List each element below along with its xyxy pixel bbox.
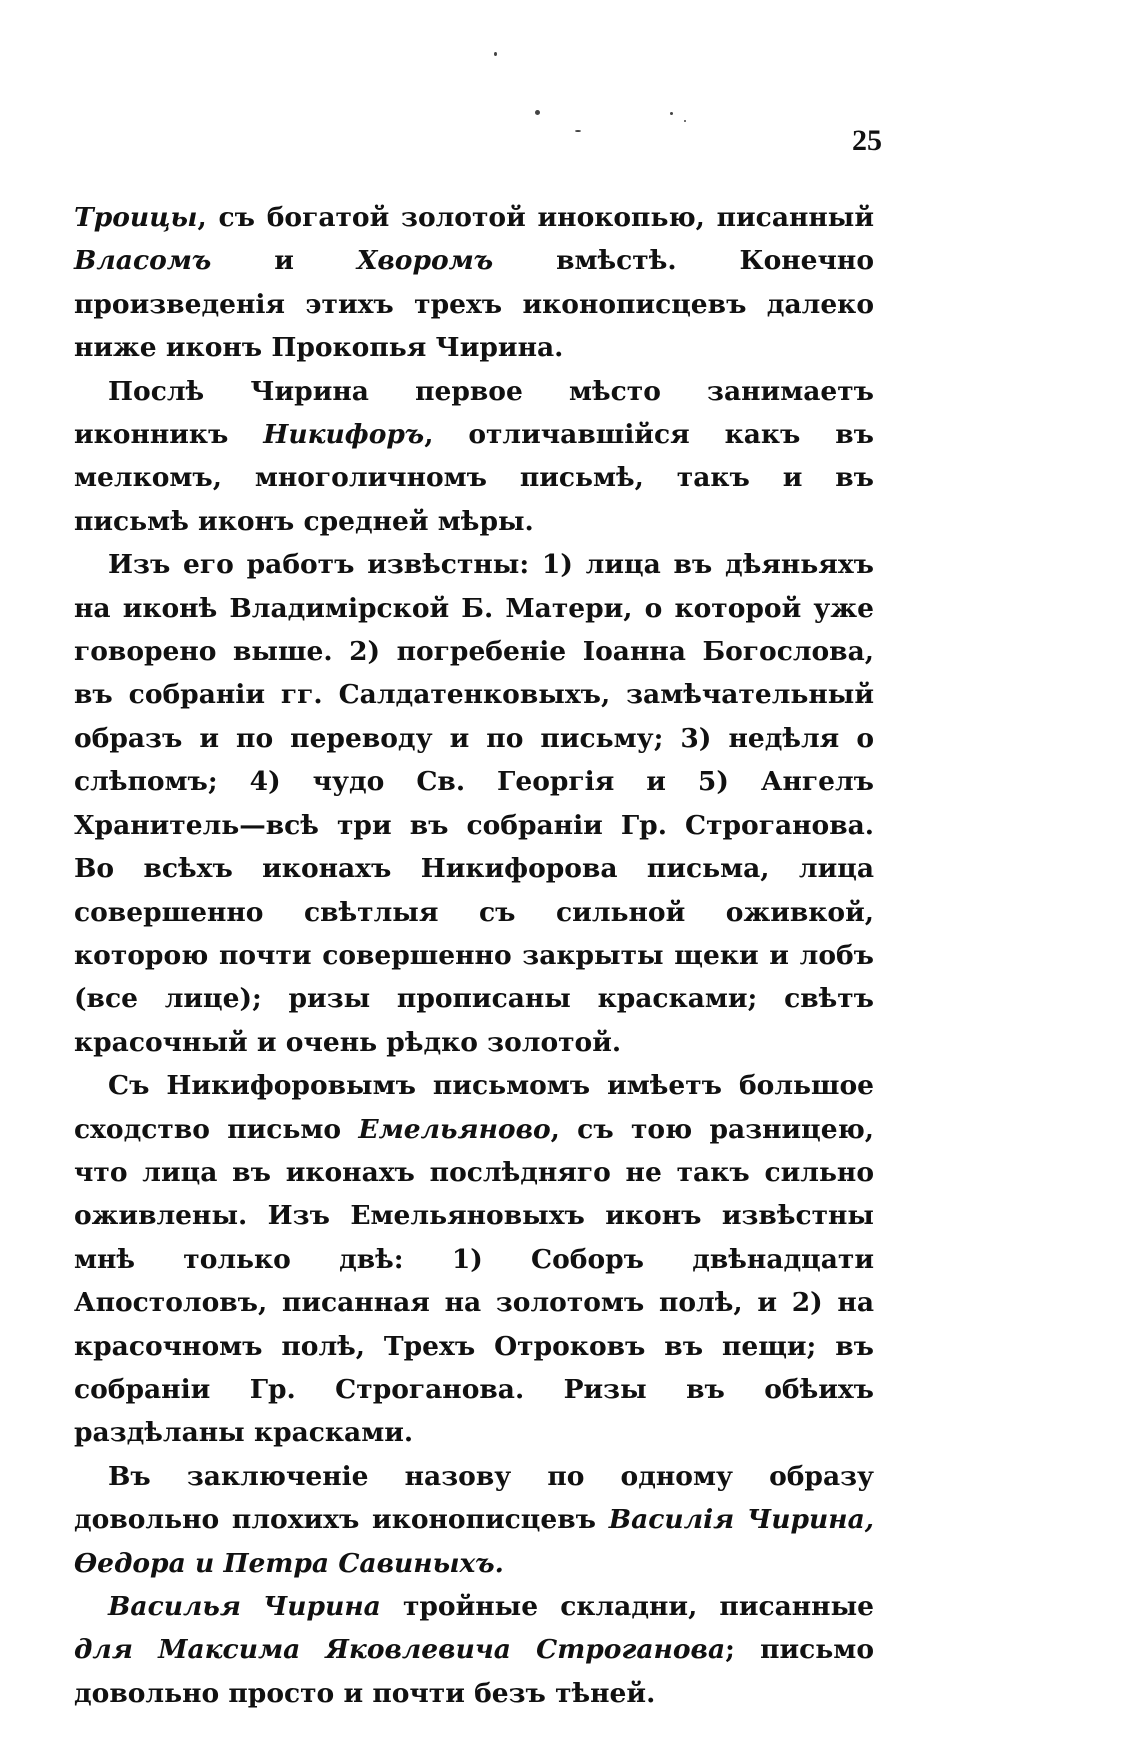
text-run: , съ тою разницею, что лица въ иконахъ послѣдняго не такъ сильно оживлены. Изъ Емельяновыхъ иконъ извѣстны мнѣ только двѣ: 1) Соборъ двѣнадцати Апостоловъ, писанная на золотомъ полѣ, и 2) на красочномъ полѣ, Трехъ Отроковъ въ пещи; въ собраніи Гр. Строганова. Ризы въ обѣихъ раздѣланы красками.: [74, 1113, 874, 1449]
scan-speck: [575, 130, 581, 132]
page-number: 25: [852, 124, 882, 157]
text-run: Изъ его работъ извѣстны: 1) лица въ дѣяньяхъ на иконѣ Владимірской Б. Матери, о которой уже говорено выше. 2) погребеніе Іоанна Богослова, въ собраніи гг. Салдатенковыхъ, замѣчательный образъ и по переводу и по письму; 3) недѣля о слѣпомъ; 4) чудо Св. Георгія и 5) Ангелъ Хранитель—всѣ три въ собраніи Гр. Строганова. Во всѣхъ иконахъ Никифорова письма, лица совершенно свѣтлыя съ сильной оживкой, которою почти совершенно закрыты щеки и лобъ (все лице); ризы прописаны красками; свѣтъ красочный и очень рѣдко золотой.: [74, 549, 874, 1058]
text-run: Емельяново: [358, 1113, 551, 1145]
text-run: Хворомъ: [356, 245, 494, 277]
text-run: Съ Никифоровымъ письмомъ имѣетъ большое сходство письмо: [74, 1070, 874, 1145]
body-text: [74, 196, 874, 1715]
text-run: Василія Чирина, Ѳедора и Петра Савиныхъ.: [74, 1504, 874, 1579]
paragraph: [74, 1455, 874, 1585]
paragraph: [74, 196, 874, 370]
text-run: Троицы: [74, 202, 198, 233]
scan-speck: [684, 120, 686, 122]
text-run: , отличавшійся какъ въ мелкомъ, многоличномъ письмѣ, такъ и въ письмѣ иконъ средней мѣры.: [74, 419, 874, 537]
text-run: и: [211, 245, 357, 277]
text-run: Никифоръ: [263, 419, 425, 451]
text-run: Въ заключеніе назову по одному образу довольно плохихъ иконописцевъ: [74, 1460, 874, 1536]
paragraph: [74, 370, 874, 544]
paragraph: [74, 543, 874, 1064]
paragraph: [74, 1064, 874, 1455]
text-run: тройные складни, писанные: [380, 1591, 875, 1622]
scan-speck: [670, 112, 673, 115]
text-run: Василья Чирина: [108, 1591, 381, 1622]
text-run: для Максима Яковлевича Строганова: [74, 1634, 726, 1666]
scan-speck: [535, 110, 540, 115]
text-run: , съ богатой золотой инокопью, писанный: [197, 202, 874, 233]
text-run: ; письмо довольно просто и почти безъ тѣней.: [74, 1634, 874, 1709]
text-run: Послѣ Чирина первое мѣсто занимаетъ иконникъ: [74, 375, 874, 451]
text-run: Власомъ: [74, 245, 212, 277]
paragraph: [74, 1585, 874, 1715]
scan-speck: [494, 52, 497, 56]
text-run: вмѣстѣ. Конечно произведенія этихъ трехъ иконописцевъ далеко ниже иконъ Прокопья Чирина.: [74, 245, 875, 364]
